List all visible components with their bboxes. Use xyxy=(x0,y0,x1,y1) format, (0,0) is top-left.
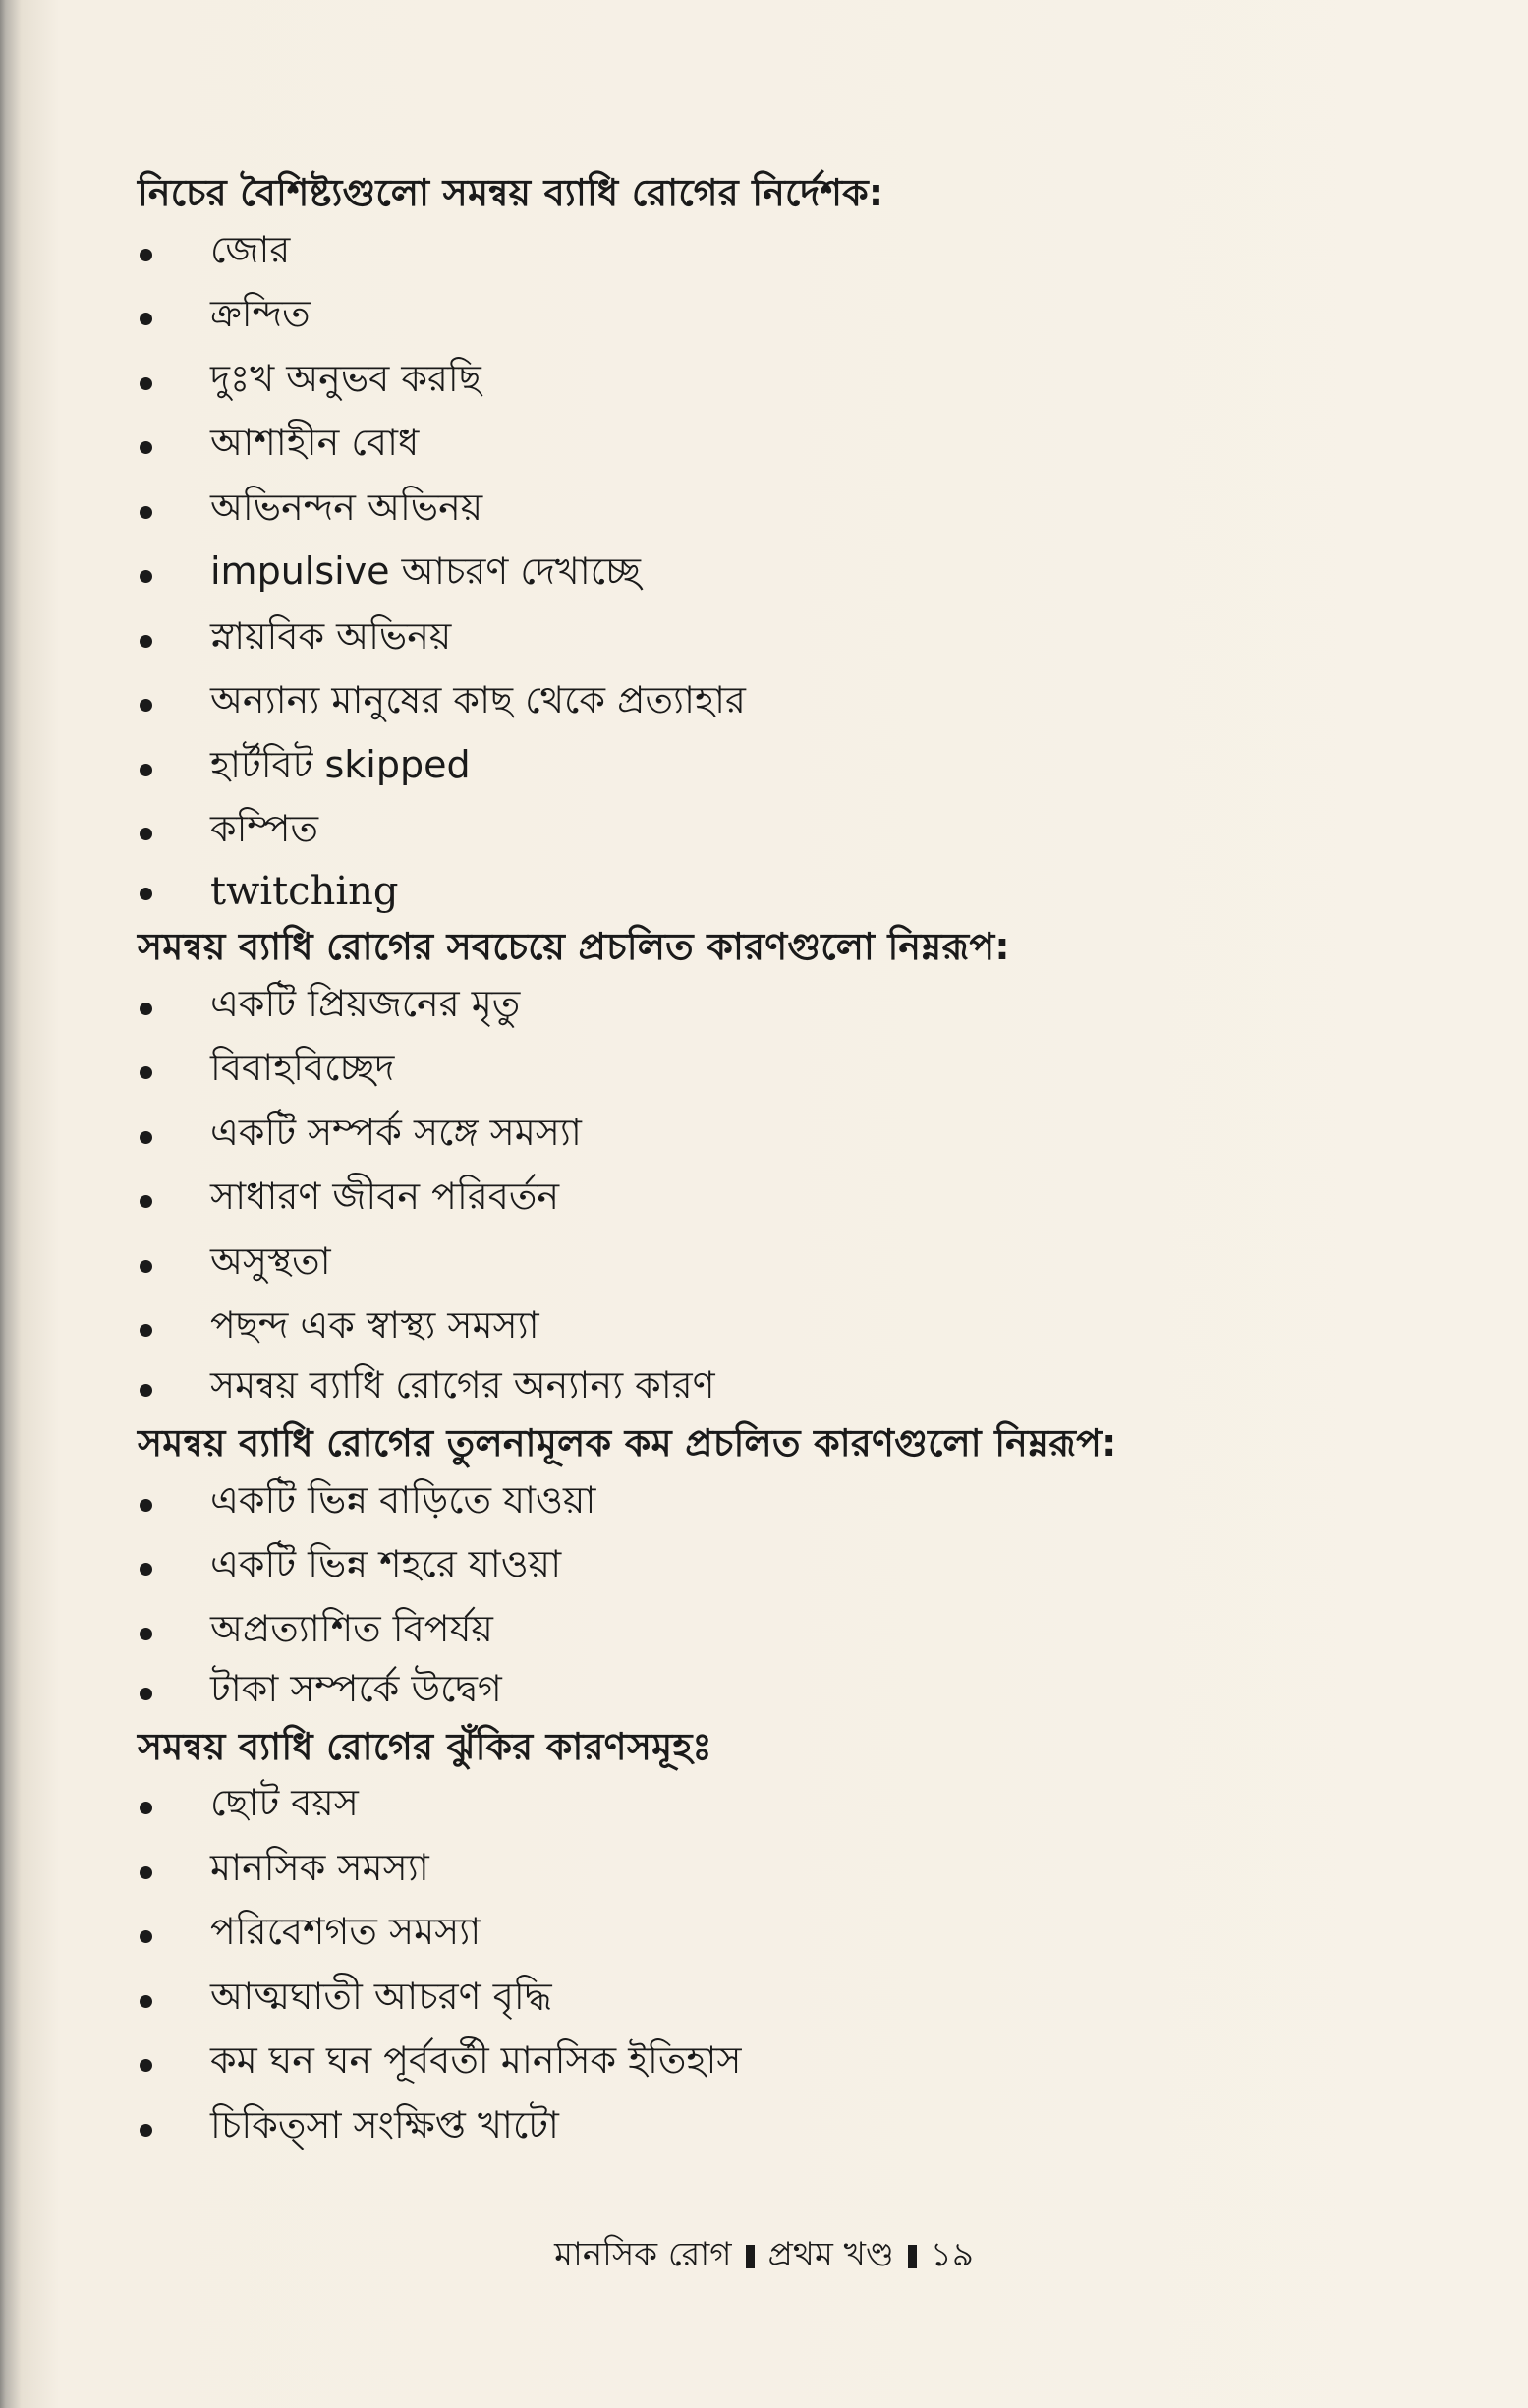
list-item xyxy=(138,1774,1444,1839)
bullet-icon xyxy=(140,570,152,583)
list-item xyxy=(138,974,1444,1039)
list-item-text: জোর xyxy=(210,227,291,271)
list-item-text: একটি ভিন্ন শহরে যাওয়া xyxy=(210,1542,562,1586)
list-item xyxy=(138,2095,1444,2160)
separator-icon xyxy=(908,2245,917,2268)
bullet-icon xyxy=(140,1866,152,1879)
bullet-list xyxy=(138,220,1444,919)
list-item xyxy=(138,1838,1444,1903)
bullet-list xyxy=(138,1470,1444,1719)
list-item-text: অন্যান্য মানুষের কাছ থেকে প্রত্যাহার xyxy=(210,678,746,722)
list-item-text: মানসিক সমস্যা xyxy=(210,1845,429,1889)
list-item-text: পছন্দ এক স্বাস্থ্য সমস্যা xyxy=(210,1303,539,1347)
list-item-text: অভিনন্দন অভিনয় xyxy=(210,485,483,529)
list-item xyxy=(138,1967,1444,2032)
list-item xyxy=(138,1103,1444,1168)
list-item-text: টাকা সম্পর্কে উদ্বেগ xyxy=(210,1666,502,1710)
bullet-icon xyxy=(140,441,152,454)
list-item xyxy=(138,1232,1444,1296)
list-item-text: একটি প্রিয়জনের মৃতু xyxy=(210,981,521,1025)
bullet-icon xyxy=(140,1066,152,1079)
list-item xyxy=(138,864,1444,919)
list-item-text: স্নায়বিক অভিনয় xyxy=(210,613,452,658)
bullet-icon xyxy=(140,1995,152,2008)
list-item-text: কম ঘন ঘন পূর্ববর্তী মানসিক ইতিহাস xyxy=(210,2038,742,2083)
list-item xyxy=(138,606,1444,671)
separator-icon xyxy=(746,2245,755,2268)
list-item-text: হার্টবিট skipped xyxy=(210,742,471,786)
bullet-icon xyxy=(140,635,152,648)
list-item-text: একটি সম্পর্ক সঙ্গে সমস্যা xyxy=(210,1110,582,1154)
bullet-icon xyxy=(140,1802,152,1814)
list-item-text: twitching xyxy=(210,869,399,914)
bullet-list xyxy=(138,974,1444,1415)
list-item xyxy=(138,671,1444,736)
bullet-icon xyxy=(140,313,152,325)
bullet-icon xyxy=(140,1384,152,1397)
list-item xyxy=(138,1296,1444,1361)
list-item-text: আত্মঘাতী আচরণ বৃদ্ধি xyxy=(210,1974,552,2018)
bullet-icon xyxy=(140,1628,152,1640)
list-item xyxy=(138,1599,1444,1664)
list-item xyxy=(138,1664,1444,1719)
bullet-icon xyxy=(140,888,152,900)
footer-volume: প্রথম খণ্ড xyxy=(767,2235,894,2274)
footer-book-title: মানসিক রোগ xyxy=(554,2235,732,2274)
list-item-text: অপ্রত্যাশিত বিপর্যয় xyxy=(210,1606,493,1650)
bullet-icon xyxy=(140,2124,152,2137)
list-item-text: কম্পিত xyxy=(210,807,318,851)
bullet-icon xyxy=(140,828,152,840)
list-item xyxy=(138,1360,1444,1415)
list-item xyxy=(138,349,1444,414)
list-item-text: দুঃখ অনুভব করছি xyxy=(210,356,481,400)
bullet-icon xyxy=(140,1260,152,1273)
list-item xyxy=(138,1168,1444,1233)
page-content xyxy=(138,165,1444,2160)
list-item-text: সাধারণ জীবন পরিবর্তন xyxy=(210,1175,560,1219)
list-item xyxy=(138,414,1444,479)
list-item-text: একটি ভিন্ন বাড়িতে যাওয়া xyxy=(210,1477,596,1521)
list-item-text: ক্রন্দিত xyxy=(210,292,311,336)
list-item-text: পরিবেশগত সমস্যা xyxy=(210,1910,481,1954)
list-item xyxy=(138,1535,1444,1600)
section-heading: সমন্বয় ব্যাধি রোগের তুলনামূলক কম প্রচলিত কারণগুলো নিম্নরূপ: xyxy=(138,1421,1117,1464)
bullet-icon xyxy=(140,1324,152,1337)
section-heading: নিচের বৈশিষ্ট্যগুলো সমন্বয় ব্যাধি রোগের নির্দেশক: xyxy=(138,171,884,214)
list-item xyxy=(138,220,1444,285)
list-item xyxy=(138,543,1444,607)
section-heading: সমন্বয় ব্যাধি রোগের সবচেয়ে প্রচলিত কারণগুলো নিম্নরূপ: xyxy=(138,925,1010,968)
bullet-icon xyxy=(140,1131,152,1144)
list-item xyxy=(138,800,1444,865)
bullet-icon xyxy=(140,1688,152,1700)
list-item xyxy=(138,735,1444,800)
list-item xyxy=(138,478,1444,543)
list-item xyxy=(138,2032,1444,2096)
list-item-text: আশাহীন বোধ xyxy=(210,421,420,465)
bullet-icon xyxy=(140,1003,152,1015)
bullet-icon xyxy=(140,506,152,519)
list-item-text: চিকিত্সা সংক্ষিপ্ত খাটো xyxy=(210,2102,559,2147)
bullet-list xyxy=(138,1774,1444,2160)
bullet-icon xyxy=(140,249,152,261)
bullet-icon xyxy=(140,764,152,776)
list-item-text: ছোট বয়স xyxy=(210,1781,359,1825)
section-heading: সমন্বয় ব্যাধি রোগের ঝুঁকির কারণসমূহঃ xyxy=(138,1724,712,1768)
list-item-text: অসুস্থতা xyxy=(210,1238,331,1283)
page-footer xyxy=(0,2229,1528,2285)
bullet-icon xyxy=(140,377,152,390)
bullet-icon xyxy=(140,1930,152,1943)
bullet-icon xyxy=(140,2059,152,2072)
bullet-icon xyxy=(140,1195,152,1208)
bullet-icon xyxy=(140,1563,152,1576)
list-item xyxy=(138,285,1444,350)
list-item-text: impulsive আচরণ দেখাচ্ছে xyxy=(210,549,642,594)
page-number: ১৯ xyxy=(930,2235,974,2274)
bullet-icon xyxy=(140,699,152,712)
list-item-text: বিবাহবিচ্ছেদ xyxy=(210,1046,395,1090)
list-item xyxy=(138,1039,1444,1104)
list-item xyxy=(138,1470,1444,1535)
list-item xyxy=(138,1903,1444,1968)
list-item-text: সমন্বয় ব্যাধি রোগের অন্যান্য কারণ xyxy=(210,1363,715,1406)
bullet-icon xyxy=(140,1499,152,1512)
